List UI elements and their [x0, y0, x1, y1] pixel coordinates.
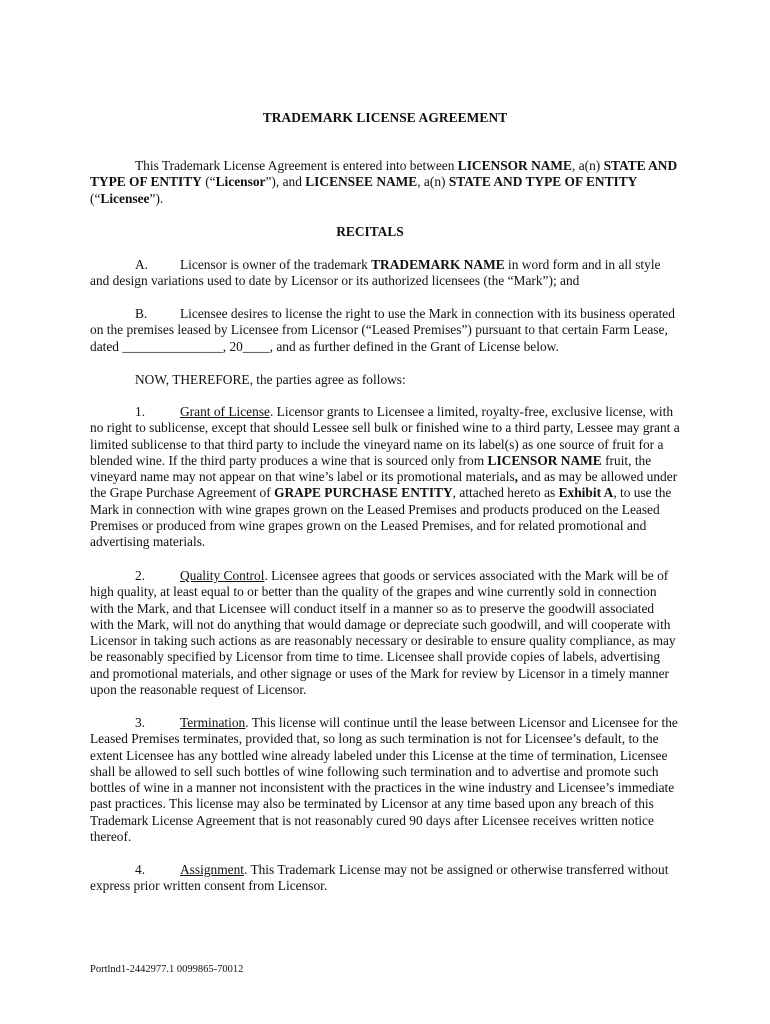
section-1-grant-of-license: 1. Grant of License. Licensor grants to Licensee a limited, royalty-free, exclusive license, with no right to sublicense, except that should Lessee sell bulk or finished wine to a third party, Lessee may grant a limited sublicense to that third party to include the vineyard name on its label(s) as one source of fruit for a blended wine. If the third party produces a wine that is sourced only from LICENSOR NAME fruit, the vineyard name may not appear on that wine’s label or its promotional materials, and as may be allowed under the Grape Purchase Agreement of GRAPE PURCHASE ENTITY, attached hereto as Exhibit A, to use the Mark in connection with wine grapes grown on the Leased Premises and products produced on the Leased Premises or produced from wine grapes grown on the Leased Premises, and for related promotional and advertising materials.: [90, 404, 680, 550]
grape-purchase-entity-placeholder: GRAPE PURCHASE ENTITY: [274, 485, 453, 501]
recital-b: B. Licensee desires to license the right to use the Mark in connection with its business operated on the premises leased by Licensee from Licensor (“Leased Premises”) pursuant to that certain Farm Lease, dated _______________, 20____, and as further defined in the Grant of License below.: [90, 306, 675, 354]
intro-paragraph: This Trademark License Agreement is entered into between LICENSOR NAME, a(n) STATE AND TYPE OF ENTITY (“Licensor”), and LICENSEE NAME, a(n) STATE AND TYPE OF ENTITY (“Licensee”).: [90, 158, 678, 206]
section-2-heading: Quality Control: [180, 568, 265, 583]
section-1-heading: Grant of License: [180, 404, 270, 419]
recital-a-label: A.: [135, 257, 149, 272]
recitals-heading: RECITALS: [336, 224, 404, 239]
exhibit-a-reference: Exhibit A: [558, 485, 614, 501]
recital-a: A. Licensor is owner of the trademark TRADEMARK NAME in word form and in all style and design variations used to date by Licensor or its authorized licensees (the “Mark”); and: [90, 257, 661, 289]
section-2-quality-control: 2. Quality Control. Licensee agrees that goods or services associated with the Mark will be of high quality, at least equal to or better than the quality of the grapes and wine currently sold in connection with the Mark, and that Licensee will conduct itself in a manner so as to preserve the goodwill associated with the Mark, will not do anything that would damage or depreciate such goodwill, and will cooperate with Licensor in taking such actions as are reasonably necessary or desirable to ensure quality compliance, as may be reasonably specified by Licensor from time to time. Licensee shall provide copies of labels, advertising and promotional materials, and other signage or uses of the Mark for review by Licensor in a timely manner upon the reasonable request of Licensor.: [90, 568, 676, 698]
document-footer-id: Portlnd1-2442977.1 0099865-70012: [90, 964, 244, 975]
section-4-heading: Assignment: [180, 862, 244, 877]
now-therefore-paragraph: NOW, THEREFORE, the parties agree as follows:: [135, 372, 406, 387]
document-title: TRADEMARK LICENSE AGREEMENT: [262, 110, 508, 125]
licensee-name-placeholder: LICENSEE NAME: [305, 174, 418, 190]
section-3-termination: 3. Termination. This license will continue until the lease between Licensor and Licensee for the Leased Premises terminates, provided that, so long as such termination is not for Licensee’s default, to the extent Licensee has any bottled wine already labeled under this License at the time of termination, Licensee shall be allowed to sell such bottles of wine following such termination and to advertise and promote such bottles of wine in a manner not inconsistent with the practices in the wine industry and Licensee’s immediate past practices. This license may also be terminated by Licensor at any time based upon any breach of this Trademark License Agreement that is not reasonably cured 90 days after Licensee receives written notice thereof.: [90, 715, 678, 845]
recital-b-label: B.: [135, 306, 148, 321]
document-page: [90, 0, 690, 1024]
licensor-name-placeholder: LICENSOR NAME: [457, 158, 572, 173]
section-4-assignment: 4. Assignment. This Trademark License may not be assigned or otherwise transferred without express prior written consent from Licensor.: [90, 862, 669, 894]
trademark-name-placeholder: TRADEMARK NAME: [371, 257, 505, 272]
section-3-heading: Termination: [180, 715, 246, 730]
